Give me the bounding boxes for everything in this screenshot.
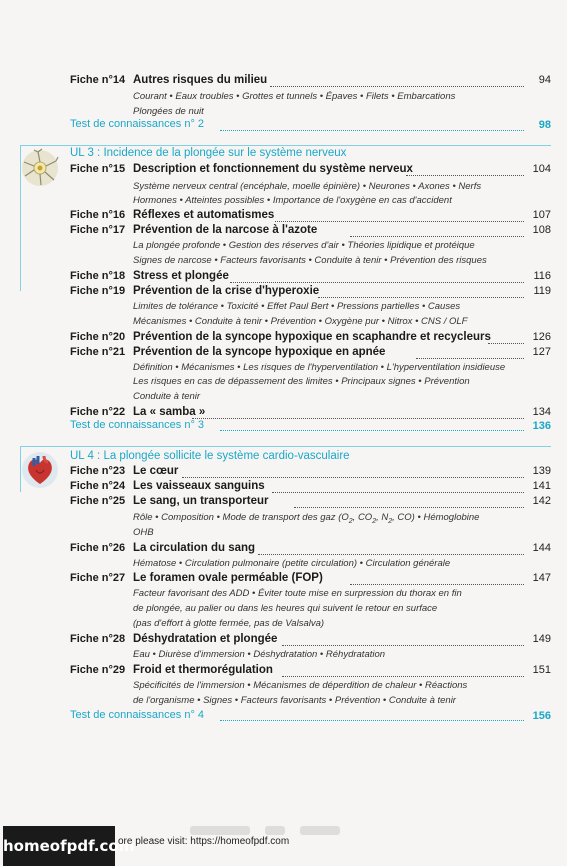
footer-banner xyxy=(0,824,567,866)
toc-entry[interactable]: Fiche n°20 Prévention de la syncope hypoxique en scaphandre et recycleurs 126 xyxy=(70,331,551,343)
toc-entry[interactable]: Fiche n°16 Réflexes et automatismes 107 xyxy=(70,209,551,221)
toc-entry[interactable]: Fiche n°28 Déshydratation et plongée 149 xyxy=(70,633,551,645)
test-page: 98 xyxy=(538,119,551,131)
section-heading: UL 4 : La plongée sollicite le système cardio-vasculaire xyxy=(70,450,350,462)
toc-entry[interactable]: Fiche n°15 Description et fonctionnement du système nerveux 104 xyxy=(70,163,551,175)
entry-description: Hématose • Circulation pulmonaire (petite circulation) • Circulation générale xyxy=(133,558,451,569)
test-page: 156 xyxy=(532,710,551,722)
toc-entry[interactable]: Fiche n°25 Le sang, un transporteur 142 xyxy=(70,495,551,507)
test-link[interactable]: Test de connaissances n° 2 xyxy=(70,118,205,130)
test-page: 136 xyxy=(532,420,551,432)
toc-entry[interactable]: Fiche n°27 Le foramen ovale perméable (FOP) 147 xyxy=(70,572,551,584)
toc-entry[interactable]: Fiche n°19 Prévention de la crise d'hyperoxie 119 xyxy=(70,285,551,297)
toc-entry[interactable]: Fiche n°14 Autres risques du milieu 94 xyxy=(70,74,551,86)
entry-description: Plongées de nuit xyxy=(133,106,204,117)
entry-description: Définition • Mécanismes • Les risques de l'hyperventilation • L'hyperventilation insidieuse xyxy=(133,362,506,373)
entry-description: de l'organisme • Signes • Facteurs favorisants • Prévention • Conduite à tenir xyxy=(133,695,456,706)
entry-description: Limites de tolérance • Toxicité • Effet Paul Bert • Pressions partielles • Causes xyxy=(133,301,461,312)
toc-entry[interactable]: Fiche n°29 Froid et thermorégulation 151 xyxy=(70,664,551,676)
test-link[interactable]: Test de connaissances n° 4 xyxy=(70,709,205,721)
entry-description: Rôle • Composition • Mode de transport des gaz ($O_2$, $CO_2$, $N_2$, CO) • Hémoglobine xyxy=(133,512,480,525)
entry-description: Les risques en cas de dépassement des limites • Principaux signes • Prévention xyxy=(133,376,470,387)
entry-description: Système nerveux central (encéphale, moelle épinière) • Neurones • Axones • Nerfs xyxy=(133,181,482,192)
entry-description: Signes de narcose • Facteurs favorisants • Conduite à tenir • Prévention des risques xyxy=(133,255,487,266)
heart-icon xyxy=(20,450,60,490)
toc-entry[interactable]: Fiche n°21 Prévention de la syncope hypoxique en apnée 127 xyxy=(70,346,551,358)
toc-entry[interactable]: Fiche n°24 Les vaisseaux sanguins 141 xyxy=(70,480,551,492)
toc-entry[interactable]: Fiche n°17 Prévention de la narcose à l'azote 108 xyxy=(70,224,551,236)
toc-entry[interactable]: Fiche n°18 Stress et plongée 116 xyxy=(70,270,551,282)
neuron-icon xyxy=(20,148,60,188)
entry-description: Spécificités de l'immersion • Mécanismes de déperdition de chaleur • Réactions xyxy=(133,680,468,691)
toc-entry[interactable]: Fiche n°22 La « samba » 134 xyxy=(70,406,551,418)
entry-description: Conduite à tenir xyxy=(133,391,201,402)
entry-description: Courant • Eaux troubles • Grottes et tunnels • Épaves • Filets • Embarcations xyxy=(133,91,456,102)
entry-description: Hormones • Atteintes possibles • Importance de l'oxygène en cas d'accident xyxy=(133,195,452,206)
entry-description: (pas d'effort à glotte fermée, pas de Valsalva) xyxy=(133,618,325,629)
test-link[interactable]: Test de connaissances n° 3 xyxy=(70,419,205,431)
toc-entry[interactable]: Fiche n°26 La circulation du sang 144 xyxy=(70,542,551,554)
entry-description: La plongée profonde • Gestion des réserves d'air • Théories lipidique et protéique xyxy=(133,240,475,251)
entry-description: Mécanismes • Conduite à tenir • Prévention • Oxygène pur • Nitrox • CNS / OLF xyxy=(133,316,468,327)
site-logo[interactable]: homeofpdf.com xyxy=(3,826,115,866)
entry-description: Facteur favorisant des ADD • Éviter toute mise en surpression du thorax en fin xyxy=(133,588,462,599)
toc-entry[interactable]: Fiche n°23 Le cœur 139 xyxy=(70,465,551,477)
section-heading: UL 3 : Incidence de la plongée sur le système nerveux xyxy=(70,147,347,159)
entry-description: de plongée, au palier ou dans les heures qui suivent le retour en surface xyxy=(133,603,438,614)
footer-link[interactable]: ore please visit: https://homeofpdf.com xyxy=(118,836,290,847)
entry-description: Eau • Diurèse d'immersion • Déshydratation • Réhydratation xyxy=(133,649,386,660)
entry-description: OHB xyxy=(133,527,154,538)
